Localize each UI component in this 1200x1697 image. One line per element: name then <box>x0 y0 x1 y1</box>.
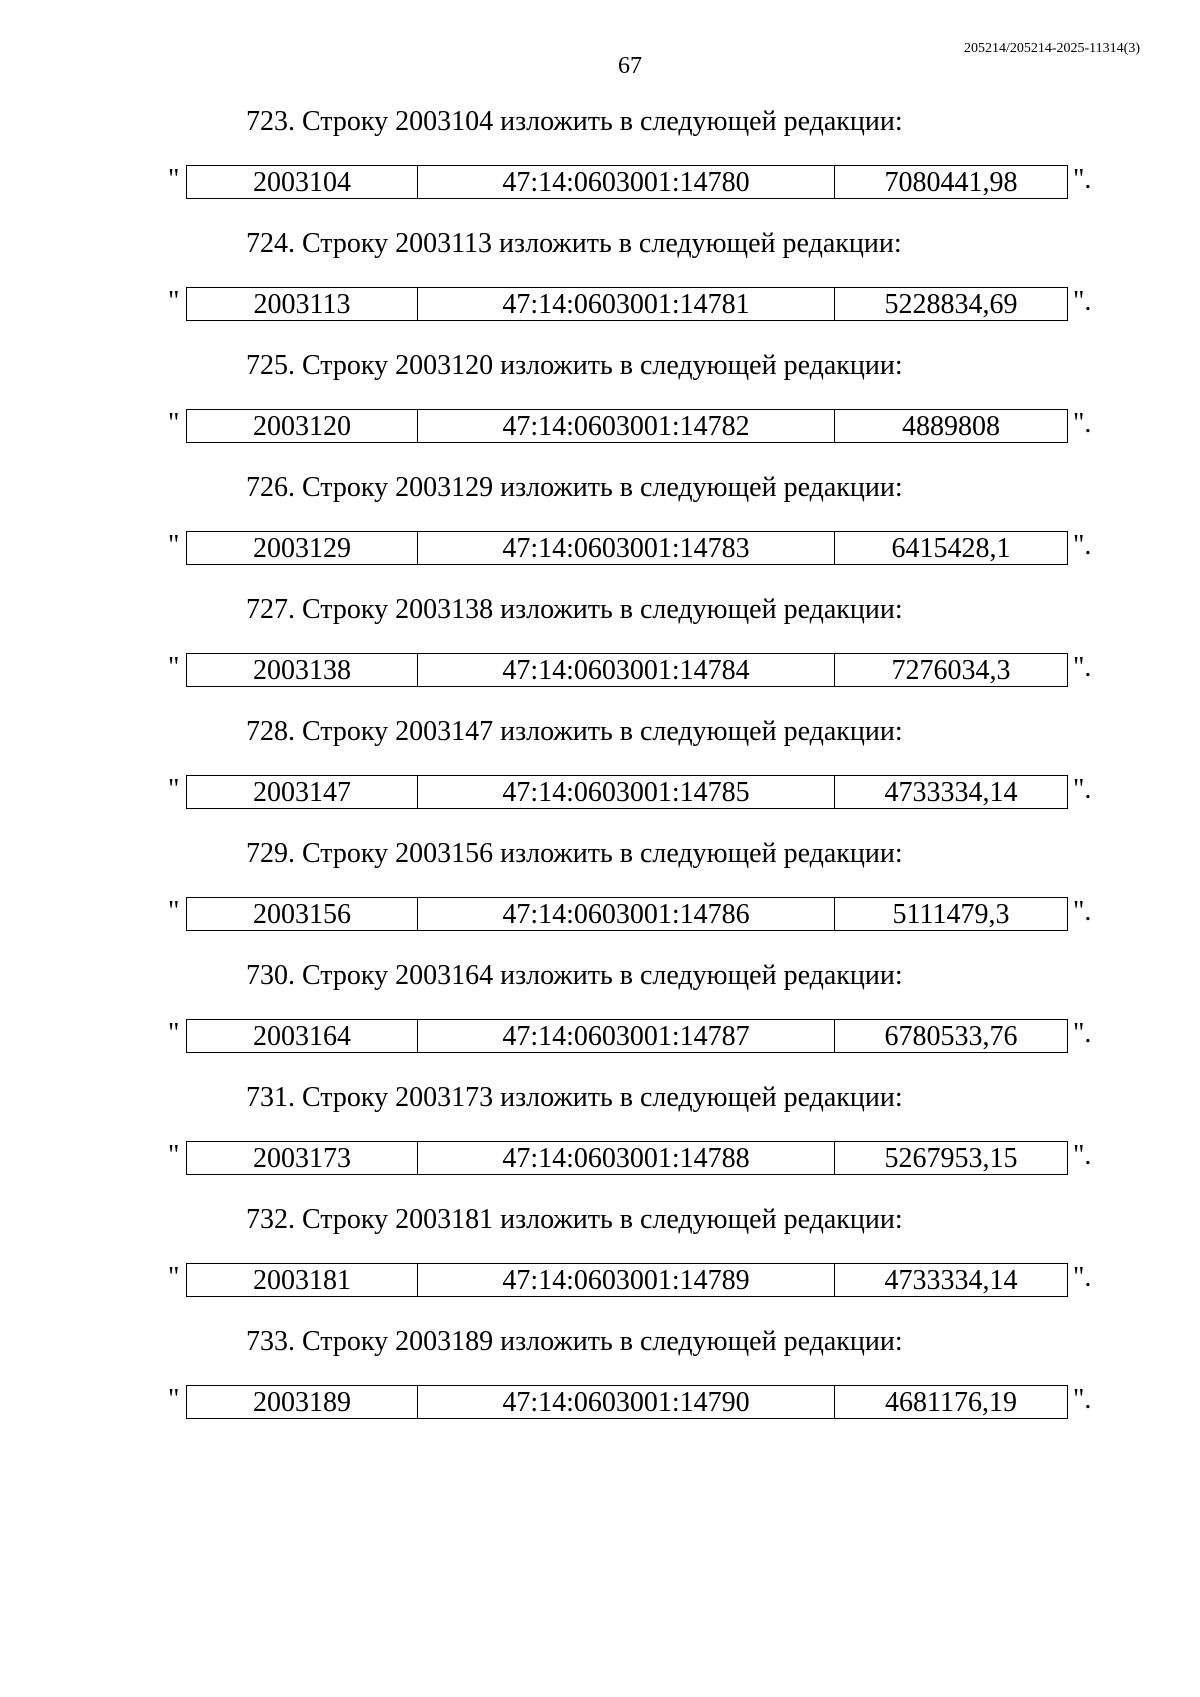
cadastral-number-cell: 47:14:0603001:14782 <box>418 410 835 443</box>
opening-quote: " <box>168 1384 180 1415</box>
row-code-cell: 2003113 <box>187 288 418 321</box>
table-row <box>186 653 1068 687</box>
closing-quote: ". <box>1073 1140 1092 1171</box>
cadastral-number-cell: 47:14:0603001:14784 <box>418 654 835 687</box>
value-cell: 5267953,15 <box>835 1142 1068 1175</box>
amendment-row <box>168 531 1108 565</box>
closing-quote: ". <box>1073 652 1092 683</box>
opening-quote: " <box>168 286 180 317</box>
amendment-instruction: 726. Строку 2003129 изложить в следующей редакции: <box>246 472 903 503</box>
value-cell: 5111479,3 <box>835 898 1068 931</box>
cadastral-number-cell: 47:14:0603001:14786 <box>418 898 835 931</box>
amendment-row <box>168 1019 1108 1053</box>
closing-quote: ". <box>1073 1018 1092 1049</box>
cadastral-number-cell: 47:14:0603001:14780 <box>418 166 835 199</box>
cadastral-number-cell: 47:14:0603001:14785 <box>418 776 835 809</box>
table-row <box>186 1263 1068 1297</box>
amendment-row <box>168 165 1108 199</box>
value-cell: 6780533,76 <box>835 1020 1068 1053</box>
amendment-instruction: 724. Строку 2003113 изложить в следующей редакции: <box>246 228 902 259</box>
row-code-cell: 2003156 <box>187 898 418 931</box>
table-row <box>186 531 1068 565</box>
row-code-cell: 2003181 <box>187 1264 418 1297</box>
opening-quote: " <box>168 774 180 805</box>
cadastral-number-cell: 47:14:0603001:14790 <box>418 1386 835 1419</box>
amendment-row <box>168 287 1108 321</box>
document-id: 205214/205214-2025-11314(3) <box>963 41 1140 56</box>
row-code-cell: 2003147 <box>187 776 418 809</box>
amendment-instruction: 733. Строку 2003189 изложить в следующей редакции: <box>246 1326 903 1357</box>
value-cell: 6415428,1 <box>835 532 1068 565</box>
row-code-cell: 2003164 <box>187 1020 418 1053</box>
page-number: 67 <box>618 53 642 79</box>
cadastral-number-cell: 47:14:0603001:14789 <box>418 1264 835 1297</box>
amendment-instruction: 730. Строку 2003164 изложить в следующей редакции: <box>246 960 903 991</box>
amendment-instruction: 732. Строку 2003181 изложить в следующей редакции: <box>246 1204 903 1235</box>
opening-quote: " <box>168 1262 180 1293</box>
cadastral-number-cell: 47:14:0603001:14781 <box>418 288 835 321</box>
closing-quote: ". <box>1073 1384 1092 1415</box>
row-code-cell: 2003129 <box>187 532 418 565</box>
amendment-instruction: 727. Строку 2003138 изложить в следующей редакции: <box>246 594 903 625</box>
amendment-row <box>168 653 1108 687</box>
opening-quote: " <box>168 530 180 561</box>
table-row <box>186 1385 1068 1419</box>
opening-quote: " <box>168 408 180 439</box>
amendment-instruction: 723. Строку 2003104 изложить в следующей редакции: <box>246 106 903 137</box>
table-row <box>186 409 1068 443</box>
row-code-cell: 2003138 <box>187 654 418 687</box>
cadastral-number-cell: 47:14:0603001:14788 <box>418 1142 835 1175</box>
opening-quote: " <box>168 652 180 683</box>
opening-quote: " <box>168 1018 180 1049</box>
amendment-row <box>168 897 1108 931</box>
closing-quote: ". <box>1073 896 1092 927</box>
value-cell: 4733334,14 <box>835 776 1068 809</box>
amendment-row <box>168 1385 1108 1419</box>
amendment-row <box>168 775 1108 809</box>
table-row <box>186 897 1068 931</box>
opening-quote: " <box>168 1140 180 1171</box>
closing-quote: ". <box>1073 408 1092 439</box>
amendment-row <box>168 409 1108 443</box>
row-code-cell: 2003189 <box>187 1386 418 1419</box>
row-code-cell: 2003104 <box>187 166 418 199</box>
value-cell: 4733334,14 <box>835 1264 1068 1297</box>
amendment-row <box>168 1263 1108 1297</box>
cadastral-number-cell: 47:14:0603001:14787 <box>418 1020 835 1053</box>
cadastral-number-cell: 47:14:0603001:14783 <box>418 532 835 565</box>
table-row <box>186 775 1068 809</box>
opening-quote: " <box>168 164 180 195</box>
row-code-cell: 2003173 <box>187 1142 418 1175</box>
value-cell: 7276034,3 <box>835 654 1068 687</box>
table-row <box>186 1019 1068 1053</box>
closing-quote: ". <box>1073 286 1092 317</box>
table-row <box>186 165 1068 199</box>
amendment-instruction: 728. Строку 2003147 изложить в следующей редакции: <box>246 716 903 747</box>
amendment-instruction: 729. Строку 2003156 изложить в следующей редакции: <box>246 838 903 869</box>
amendment-instruction: 725. Строку 2003120 изложить в следующей редакции: <box>246 350 903 381</box>
table-row <box>186 287 1068 321</box>
amendment-instruction: 731. Строку 2003173 изложить в следующей редакции: <box>246 1082 903 1113</box>
closing-quote: ". <box>1073 164 1092 195</box>
row-code-cell: 2003120 <box>187 410 418 443</box>
closing-quote: ". <box>1073 530 1092 561</box>
opening-quote: " <box>168 896 180 927</box>
value-cell: 7080441,98 <box>835 166 1068 199</box>
closing-quote: ". <box>1073 1262 1092 1293</box>
value-cell: 4681176,19 <box>835 1386 1068 1419</box>
value-cell: 4889808 <box>835 410 1068 443</box>
amendment-row <box>168 1141 1108 1175</box>
closing-quote: ". <box>1073 774 1092 805</box>
table-row <box>186 1141 1068 1175</box>
value-cell: 5228834,69 <box>835 288 1068 321</box>
